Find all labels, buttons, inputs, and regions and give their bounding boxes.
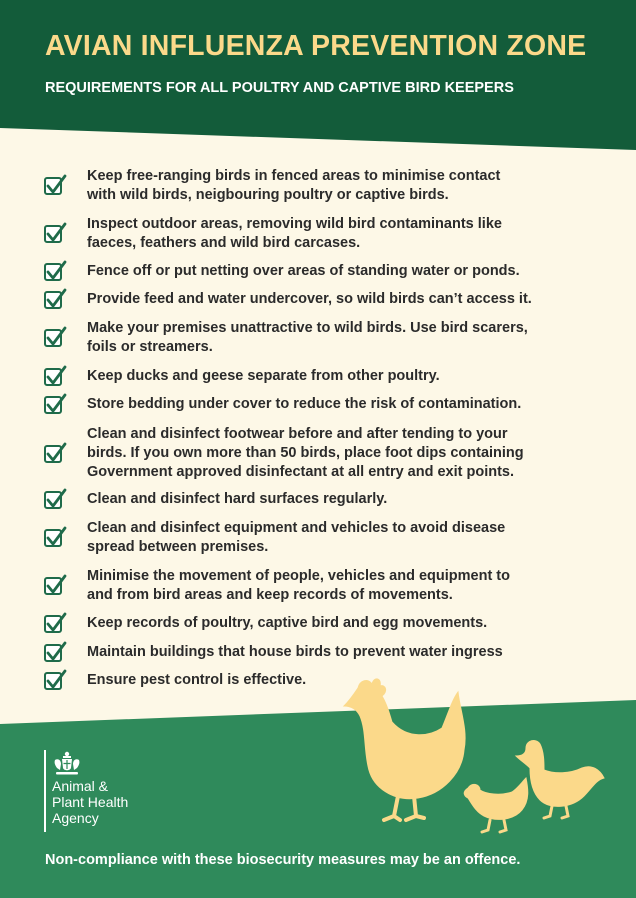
requirement-item xyxy=(44,262,604,281)
royal-crest-icon xyxy=(52,750,82,776)
requirement-text: Store bedding under cover to reduce the risk of contamination. xyxy=(87,396,522,412)
checkbox-checked-icon xyxy=(44,396,62,414)
requirement-text: Ensure pest control is effective. xyxy=(87,672,307,688)
checkbox-checked-icon xyxy=(44,263,62,281)
requirement-text: Keep ducks and geese separate from other poultry. xyxy=(87,368,440,384)
checkbox-checked-icon xyxy=(44,491,62,509)
compliance-notice: Non-compliance with these biosecurity measures may be an offence. xyxy=(45,852,521,868)
requirement-item xyxy=(44,519,604,557)
checkbox-checked-icon xyxy=(44,644,62,662)
requirement-item xyxy=(44,215,604,253)
checkbox-checked-icon xyxy=(44,577,62,595)
checkbox-checked-icon xyxy=(44,329,62,347)
checkbox-checked-icon xyxy=(44,615,62,633)
requirement-item xyxy=(44,490,604,509)
chick-icon xyxy=(464,778,528,832)
duck-icon xyxy=(516,741,604,818)
poultry-illustration xyxy=(330,670,620,840)
logo-divider xyxy=(44,750,46,832)
requirement-item xyxy=(44,290,604,309)
requirement-item xyxy=(44,395,604,414)
requirement-text: Provide feed and water undercover, so wild birds can’t access it. xyxy=(87,291,532,307)
checkbox-checked-icon xyxy=(44,529,62,547)
requirement-item xyxy=(44,425,604,482)
requirement-text: Inspect outdoor areas, removing wild bird contaminants like faeces, feathers and wild bird carcases. xyxy=(87,216,502,251)
agency-logo xyxy=(44,750,162,832)
requirement-item xyxy=(44,567,604,605)
checkbox-checked-icon xyxy=(44,177,62,195)
agency-name: Animal & Plant Health Agency xyxy=(52,778,129,826)
requirement-text: Clean and disinfect equipment and vehicles to avoid disease spread between premises. xyxy=(87,520,506,555)
checkbox-checked-icon xyxy=(44,225,62,243)
requirement-text: Fence off or put netting over areas of standing water or ponds. xyxy=(87,263,520,279)
requirement-item xyxy=(44,614,604,633)
requirement-text: Maintain buildings that house birds to prevent water ingress xyxy=(87,644,503,660)
page-subtitle: REQUIREMENTS FOR ALL POULTRY AND CAPTIVE BIRD KEEPERS xyxy=(45,80,514,96)
hen-icon xyxy=(344,679,465,820)
checkbox-checked-icon xyxy=(44,368,62,386)
requirement-item xyxy=(44,167,604,205)
page-title: AVIAN INFLUENZA PREVENTION ZONE xyxy=(45,30,587,62)
requirement-text: Clean and disinfect footwear before and after tending to your birds. If you own more than 50 birds, place foot dips containing Government approved disinfectant at all entry and exit points. xyxy=(87,426,524,480)
requirement-text: Keep free-ranging birds in fenced areas to minimise contact with wild birds, neigbouring poultry or captive birds. xyxy=(87,168,501,203)
requirement-text: Clean and disinfect hard surfaces regularly. xyxy=(87,491,388,507)
requirement-item xyxy=(44,367,604,386)
requirement-item xyxy=(44,643,604,662)
agency-block xyxy=(52,750,162,826)
checkbox-checked-icon xyxy=(44,672,62,690)
requirement-text: Make your premises unattractive to wild birds. Use bird scarers, foils or streamers. xyxy=(87,320,528,355)
requirement-item xyxy=(44,319,604,357)
requirement-text: Keep records of poultry, captive bird and egg movements. xyxy=(87,615,488,631)
checkbox-checked-icon xyxy=(44,291,62,309)
checkbox-checked-icon xyxy=(44,445,62,463)
requirement-text: Minimise the movement of people, vehicles and equipment to and from bird areas and keep records of movements. xyxy=(87,568,510,603)
